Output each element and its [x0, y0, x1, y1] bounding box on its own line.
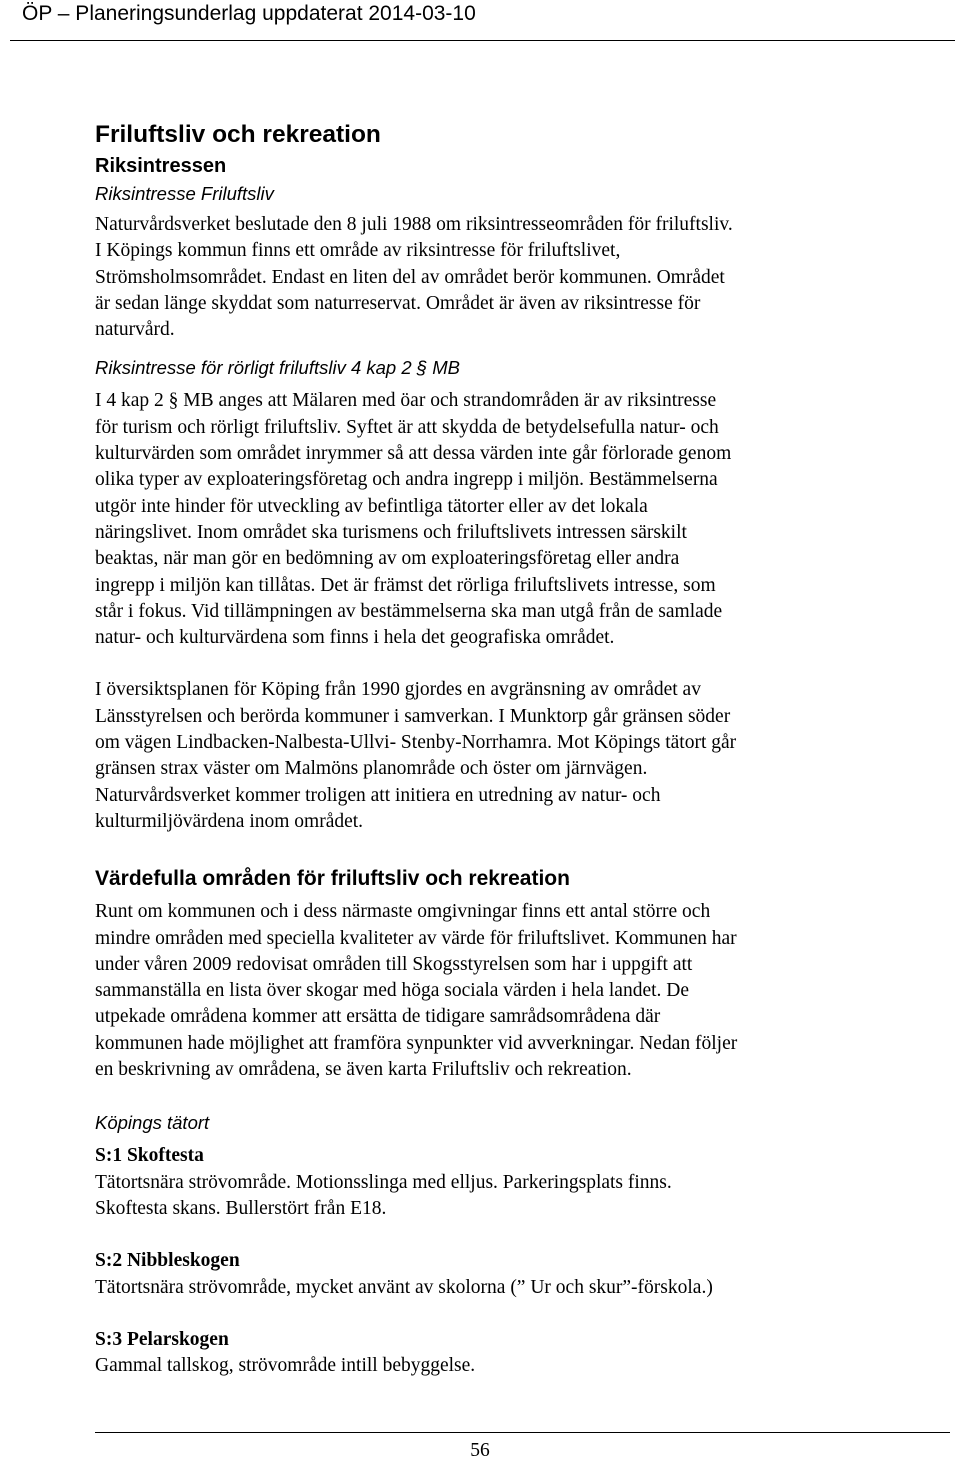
text-line: Länsstyrelsen och berörda kommuner i samverkan. I Munktorp går gränsen söder [95, 705, 731, 727]
text-line: gränsen strax väster om Malmöns planområde och öster om järnvägen. [95, 758, 648, 780]
text-line: Strömsholmsområdet. Endast en liten del av området berör kommunen. Området [95, 266, 725, 288]
text-line: för turism och rörligt friluftsliv. Syftet är att skydda de betydelsefulla natur- och [95, 416, 719, 438]
text-line: sammanställa en lista över skogar med höga sociala värden i hela landet. De [95, 980, 689, 1002]
area-text-line: Tätortsnära strövområde, mycket använt av skolorna (” Ur och skur”-förskola.) [95, 1276, 713, 1298]
footer-divider [95, 1432, 950, 1433]
kopings-tatort-subheading: Köpings tätort [95, 1112, 210, 1134]
text-line: näringslivet. Inom området ska turismens och friluftslivets intressen särskilt [95, 521, 687, 543]
area-title: S:3 Pelarskogen [95, 1328, 229, 1350]
friluftsliv-subheading: Riksintresse Friluftsliv [95, 183, 274, 204]
text-line: olika typer av exploateringsföretag och andra ingrepp i miljön. Bestämmelserna [95, 469, 718, 491]
vardefulla-omraden-heading: Värdefulla områden för friluftsliv och rekreation [95, 867, 570, 891]
text-line: kulturvärden som området inrymmer så att dessa värden inte går förlorade genom [95, 443, 732, 465]
text-line: Naturvårdsverket kommer troligen att initiera en utredning av natur- och [95, 784, 661, 806]
text-line: Runt om kommunen och i dess närmaste omgivningar finns ett antal större och [95, 901, 711, 923]
text-line: I Köpings kommun finns ett område av riksintresse för friluftslivet, [95, 240, 621, 262]
text-line: en beskrivning av områdena, se även karta Friluftsliv och rekreation. [95, 1059, 632, 1081]
text-line: beaktas, när man gör en bedömning av om exploateringsföretag eller andra [95, 548, 680, 570]
page-number: 56 [470, 1440, 490, 1461]
text-line: kulturmiljövärdena inom området. [95, 810, 364, 832]
section-title: Friluftsliv och rekreation [95, 121, 381, 148]
text-line: om vägen Lindbacken-Nalbesta-Ullvi- Stenby-Norrhamra. Mot Köpings tätort går [95, 732, 737, 754]
rorligt-friluftsliv-paragraph [95, 388, 855, 651]
area-entry [95, 1248, 855, 1301]
running-header [10, 0, 955, 41]
area-text-line: Gammal tallskog, strövområde intill bebyggelse. [95, 1355, 476, 1377]
friluftsliv-paragraph [95, 212, 855, 343]
text-line: naturvård. [95, 319, 175, 341]
oversiktsplan-paragraph [95, 677, 855, 835]
text-line: natur- och kulturvärdena som finns i hela det geografiska området. [95, 627, 615, 649]
rorligt-friluftsliv-subheading: Riksintresse för rörligt friluftsliv 4 kap 2 § MB [95, 357, 460, 379]
text-line: utgör inte hinder för utveckling av befintliga tätorter eller av det lokala [95, 495, 648, 517]
area-text-line: Skoftesta skans. Bullerstört från E18. [95, 1197, 387, 1219]
vardefulla-omraden-paragraph [95, 899, 855, 1083]
area-title: S:1 Skoftesta [95, 1145, 204, 1167]
area-text-line: Tätortsnära strövområde. Motionsslinga med elljus. Parkeringsplats finns. [95, 1171, 672, 1193]
text-line: Naturvårdsverket beslutade den 8 juli 1988 om riksintresseområden för friluftsliv. [95, 214, 733, 235]
text-line: står i fokus. Vid tillämpningen av bestämmelserna ska man utgå från de samlade [95, 600, 723, 622]
area-entry [95, 1143, 855, 1222]
text-line: ingrepp i miljön kan tillåtas. Det är främst det rörliga friluftslivets intresse, som [95, 574, 716, 596]
area-title: S:2 Nibbleskogen [95, 1250, 240, 1272]
text-line: mindre områden med speciella kvaliteter av värde för friluftslivet. Kommunen har [95, 927, 737, 949]
text-line: I 4 kap 2 § MB anges att Mälaren med öar och strandområden är av riksintresse [95, 390, 717, 412]
header-title: ÖP – Planeringsunderlag uppdaterat 2014-03-10 [22, 2, 476, 25]
text-line: I översiktsplanen för Köping från 1990 gjordes en avgränsning av området av [95, 679, 701, 701]
text-line: kommunen hade möjlighet att framföra synpunkter vid avverkningar. Nedan följer [95, 1032, 738, 1054]
area-entry [95, 1327, 855, 1380]
riksintressen-heading: Riksintressen [95, 155, 227, 177]
text-line: utpekade områdena kommer att ersätta de tidigare samrådsområdena där [95, 1006, 661, 1028]
text-line: under våren 2009 redovisat områden till Skogsstyrelsen som har i uppgift att [95, 953, 693, 975]
text-line: är sedan länge skyddat som naturreservat. Området är även av riksintresse för [95, 292, 701, 314]
page-body [95, 118, 855, 1379]
